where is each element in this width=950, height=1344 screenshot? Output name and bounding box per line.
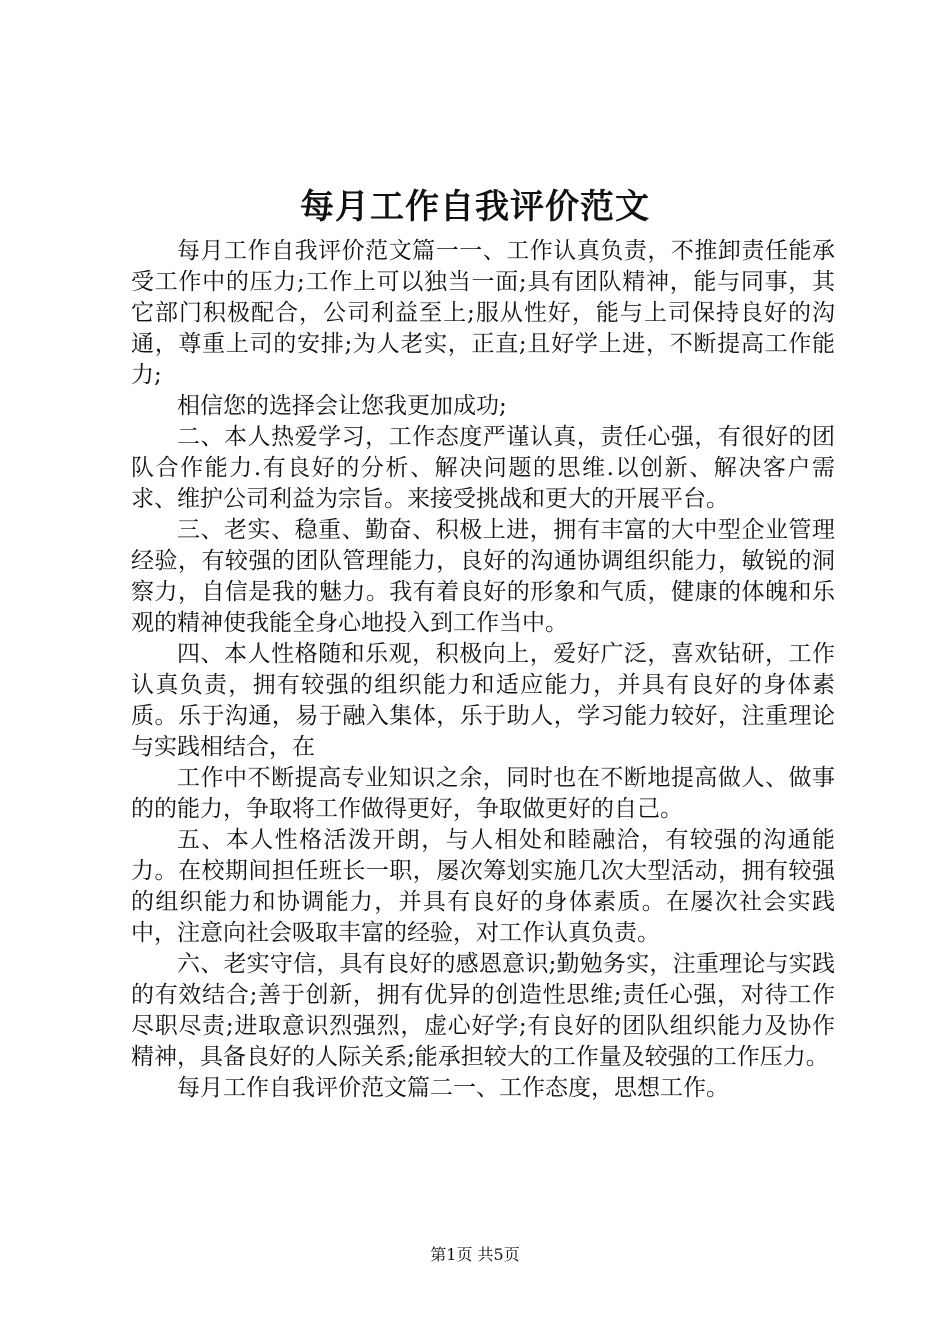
paragraph-5: 四、本人性格随和乐观，积极向上，爱好广泛，喜欢钻研，工作认真负责，拥有较强的组织能力和适应能力，并具有良好的身体素质。乐于沟通，易于融入集体，乐于助人，学习能力较好，注重理论与实践相结合，在	[131, 641, 835, 760]
paragraph-3: 二、本人热爱学习，工作态度严谨认真，责任心强，有很好的团队合作能力.有良好的分析、解决问题的思维.以创新、解决客户需求、维护公司利益为宗旨。来接受挑战和更大的开展平台。	[131, 424, 835, 512]
paragraph-8: 六、老实守信，具有良好的感恩意识;勤勉务实，注重理论与实践的有效结合;善于创新，拥有优异的创造性思维;责任心强，对待工作尽职尽责;进取意识烈强烈，虚心好学;有良好的团队组织能力及协作精神，具备良好的人际关系;能承担较大的工作量及较强的工作压力。	[131, 951, 835, 1070]
paragraph-2: 相信您的选择会让您我更加成功;	[177, 393, 507, 419]
page-footer: 第1页 共5页	[430, 1245, 520, 1264]
paragraph-6: 工作中不断提高专业知识之余，同时也在不断地提高做人、做事的的能力，争取将工作做得更好，争取做更好的自己。	[131, 765, 835, 822]
paragraph-4: 三、老实、稳重、勤奋、积极上进，拥有丰富的大中型企业管理经验，有较强的团队管理能力，良好的沟通协调组织能力，敏锐的洞察力，自信是我的魅力。我有着良好的形象和气质，健康的体魄和乐观的精神使我能全身心地投入到工作当中。	[131, 517, 835, 636]
paragraph-1: 每月工作自我评价范文篇一一、工作认真负责，不推卸责任能承受工作中的压力;工作上可以独当一面;具有团队精神，能与同事，其它部门积极配合，公司利益至上;服从性好，能与上司保持良好的沟通，尊重上司的安排;为人老实，正直;且好学上进，不断提高工作能力;	[131, 238, 835, 388]
paragraph-7: 五、本人性格活泼开朗，与人相处和睦融洽，有较强的沟通能力。在校期间担任班长一职，屡次筹划实施几次大型活动，拥有较强的组织能力和协调能力，并具有良好的身体素质。在屡次社会实践中，注意向社会吸取丰富的经验，对工作认真负责。	[131, 827, 835, 946]
document-body	[131, 236, 835, 1104]
paragraph-9: 每月工作自我评价范文篇二一、工作态度，思想工作。	[177, 1075, 729, 1101]
document-title: 每月工作自我评价范文	[300, 187, 650, 227]
